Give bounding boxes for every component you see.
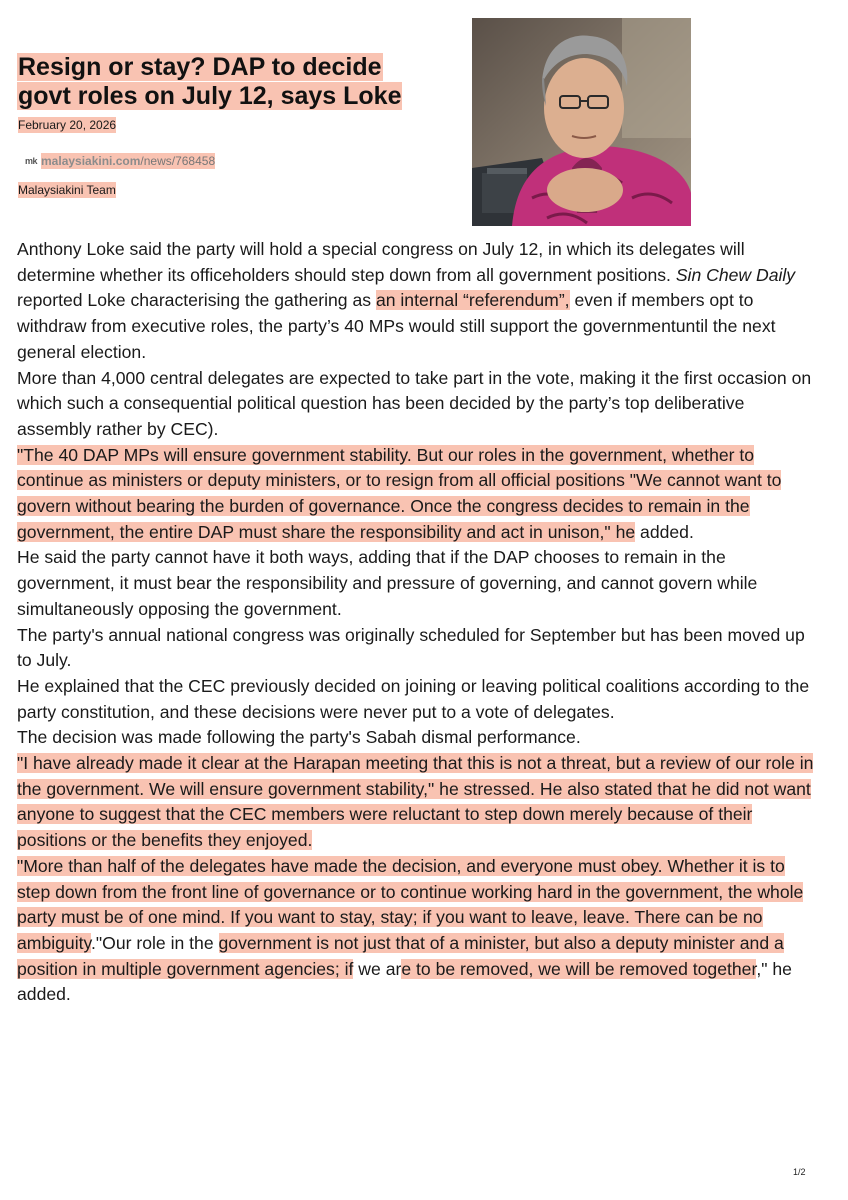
malaysiakini-logo-icon: mk [25, 156, 38, 166]
paragraph-8 [17, 751, 817, 854]
publish-date: February 20, 2026 [18, 118, 117, 132]
title-line-1: Resign or stay? DAP to decide [18, 53, 382, 81]
article-body [17, 237, 817, 1008]
paragraph-9-text-f: ," he added. [17, 958, 792, 1005]
highlighted-quote-5: e to be removed, we will be removed together [401, 958, 757, 979]
highlighted-quote-2: "I have already made it clear at the Harapan meeting that this is not a threat, but a review of our role in the government. We will ensure government stability," he stressed. He also stated that he did not want anyone to suggest that the CEC members were reluctant to step down merely because of their positions or the benefits they enjoyed. [17, 753, 814, 851]
source-domain: malaysiakini.com [41, 154, 141, 168]
paragraph-9 [17, 854, 817, 1008]
paragraph-1 [17, 237, 817, 366]
paragraph-1-text-a: Anthony Loke said the party will hold a special congress on July 12, in which its delegates will determine whether its officeholders should step down from all government positions. [17, 239, 745, 285]
paragraph-3-text-b: added. [635, 521, 694, 542]
paragraph-4: He said the party cannot have it both ways, adding that if the DAP chooses to remain in the government, it must bear the responsibility and pressure of governing, and cannot govern while simultaneously opposing the government. [17, 547, 758, 619]
paragraph-9-text-b: ."Our role in the [91, 932, 219, 953]
highlighted-quote-1: "The 40 DAP MPs will ensure government stability. But our roles in the government, whether to continue as ministers or deputy ministers, or to resign from all official positions "We cannot want to govern without bearing the burden of governance. Once the congress decides to remain in the government, the entire DAP must share the responsibility and act in unison," he [17, 444, 782, 542]
page-number: 1/2 [793, 1167, 806, 1177]
source-url[interactable] [41, 153, 215, 169]
title-line-2: govt roles on July 12, says Loke [18, 82, 402, 110]
paragraph-5: The party's annual national congress was originally scheduled for September but has been moved up to July. [17, 624, 805, 671]
source-link[interactable] [25, 153, 215, 169]
publication-name: Sin Chew Daily [675, 264, 796, 285]
paragraph-1-text-e: even if members opt to withdraw from executive roles, the party’s 40 MPs would still support the governmentuntil the next general election. [17, 290, 776, 362]
portrait-image [472, 18, 691, 226]
article-photo [472, 18, 691, 226]
article-title [17, 53, 457, 111]
source-path: /news/768458 [140, 154, 216, 168]
paragraph-2: More than 4,000 central delegates are expected to take part in the vote, making it the first occasion on which such a consequential political question has been decided by the party’s top deliberative assembly rather by CEC). [17, 367, 812, 439]
paragraph-6: He explained that the CEC previously decided on joining or leaving political coalitions according to the party constitution, and these decisions were never put to a vote of delegates. [17, 675, 810, 722]
paragraph-3 [17, 443, 817, 546]
paragraph-1-text-c: reported Loke characterising the gathering as [17, 290, 376, 311]
paragraph-9-text-d: we ar [353, 958, 402, 979]
highlighted-quote-4: government is not just that of a minister, but also a deputy minister and a position in multiple government agencies; if [17, 932, 784, 979]
highlighted-referendum: an internal “referendum”, [375, 290, 570, 311]
paragraph-7: The decision was made following the party's Sabah dismal performance. [17, 727, 581, 748]
highlighted-quote-3: "More than half of the delegates have made the decision, and everyone must obey. Whether it is to step down from the front line of governance or to continue working hard in the government, the whole party must be of one mind. If you want to stay, stay; if you want to leave, leave. There can be no ambiguity [17, 855, 804, 953]
author-byline: Malaysiakini Team [18, 183, 116, 197]
